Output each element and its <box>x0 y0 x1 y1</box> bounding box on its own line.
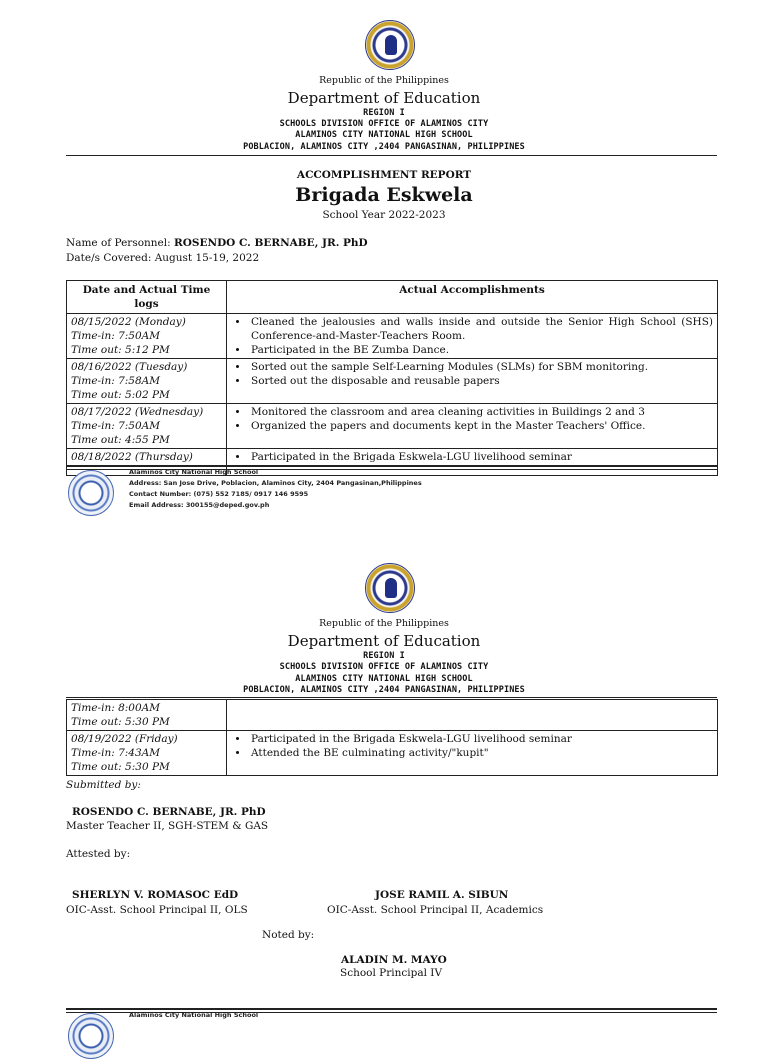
submitter-title: Master Teacher II, SGH-STEM & GAS <box>66 820 269 832</box>
table-row <box>67 404 718 449</box>
date-cell <box>67 314 227 359</box>
region-label: REGION I <box>363 651 405 661</box>
accomplishment-cell <box>227 314 718 359</box>
date-cell <box>67 404 227 449</box>
accomplishment-table-continued <box>66 699 718 776</box>
footer-address: Address: San Jose Drive, Poblacion, Alaminos City, 2404 Pangasinan,Philippines <box>129 479 422 487</box>
attester1-title: OIC-Asst. School Principal II, OLS <box>66 904 248 916</box>
time-in-text: Time-in: 7:50AM <box>71 420 160 432</box>
col-header-date: Date and Actual Time logs <box>67 281 227 314</box>
time-out-text: Time out: 5:02 PM <box>71 389 170 401</box>
date-text: 08/18/2022 (Thursday) <box>71 451 193 463</box>
table-row <box>67 731 718 776</box>
personnel-line <box>66 237 368 249</box>
header-divider <box>66 697 717 698</box>
list-item: • Sorted out the sample Self-Learning Modules (SLMs) for SBM monitoring. <box>249 360 713 374</box>
date-cell <box>67 731 227 776</box>
noter-name: ALADIN M. MAYO <box>341 954 447 966</box>
attested-label: Attested by: <box>66 848 131 860</box>
division-label: SCHOOLS DIVISION OFFICE OF ALAMINOS CITY <box>279 662 489 672</box>
list-item: • Participated in the Brigada Eskwela-LGU livelihood seminar <box>249 450 713 464</box>
report-title: ACCOMPLISHMENT REPORT <box>296 169 472 181</box>
list-item: • Participated in the BE Zumba Dance. <box>249 343 713 357</box>
time-in-text: Time-in: 7:58AM <box>71 375 160 387</box>
table-row <box>67 359 718 404</box>
personnel-name: ROSENDO C. BERNABE, JR. PhD <box>174 237 368 249</box>
submitted-label: Submitted by: <box>66 779 141 791</box>
noted-label: Noted by: <box>262 929 315 941</box>
accomplishment-table <box>66 280 718 476</box>
division-label: SCHOOLS DIVISION OFFICE OF ALAMINOS CITY <box>279 119 489 129</box>
program-title: Brigada Eskwela <box>295 184 473 206</box>
attester2-name: JOSE RAMIL A. SIBUN <box>375 889 509 901</box>
list-item: • Sorted out the disposable and reusable papers <box>249 374 713 388</box>
dates-covered: Date/s Covered: August 15-19, 2022 <box>66 252 260 264</box>
time-in-text: Time-in: 7:50AM <box>71 330 160 342</box>
table-header-row <box>67 281 718 314</box>
accomplishment-cell <box>227 700 718 731</box>
list-item: • Monitored the classroom and area cleaning activities in Buildings 2 and 3 <box>249 405 713 419</box>
date-text: 08/19/2022 (Friday) <box>71 733 178 745</box>
department-name: Department of Education <box>287 89 481 107</box>
date-cell <box>67 700 227 731</box>
col-header-accomplishments: Actual Accomplishments <box>227 281 718 314</box>
accomplishment-cell <box>227 731 718 776</box>
time-out-text: Time out: 4:55 PM <box>71 434 170 446</box>
accomplishment-cell <box>227 359 718 404</box>
footer-contact-block <box>129 1010 258 1021</box>
accomplishment-cell <box>227 404 718 449</box>
list-item: • Organized the papers and documents kept in the Master Teachers' Office. <box>249 419 713 433</box>
republic-label: Republic of the Philippines <box>319 75 449 86</box>
deped-seal-logo <box>365 563 415 613</box>
header-divider <box>66 155 717 156</box>
region-label: REGION I <box>363 108 405 118</box>
date-text: 08/16/2022 (Tuesday) <box>71 361 188 373</box>
list-item: • Attended the BE culminating activity/"kupit" <box>249 746 713 760</box>
date-cell <box>67 359 227 404</box>
address-label: POBLACION, ALAMINOS CITY ,2404 PANGASINAN, PHILIPPINES <box>243 142 525 152</box>
republic-label: Republic of the Philippines <box>319 618 449 629</box>
time-in-text: Time-in: 7:43AM <box>71 747 160 759</box>
attester2-title: OIC-Asst. School Principal II, Academics <box>327 904 544 916</box>
attester1-name: SHERLYN V. ROMASOC EdD <box>72 889 239 901</box>
date-text: 08/17/2022 (Wednesday) <box>71 406 204 418</box>
footer-email: Email Address: 300155@deped.gov.ph <box>129 501 270 509</box>
table-row <box>67 314 718 359</box>
school-label: ALAMINOS CITY NATIONAL HIGH SCHOOL <box>295 674 473 684</box>
time-out-text: Time out: 5:30 PM <box>71 716 170 728</box>
school-seal-logo <box>68 1013 114 1059</box>
list-item: • Participated in the Brigada Eskwela-LGU livelihood seminar <box>249 732 713 746</box>
school-seal-logo <box>68 470 114 516</box>
table-row <box>67 700 718 731</box>
list-item: • Cleaned the jealousies and walls inside and outside the Senior High School (SHS) Conference-and-Master-Teachers Room. <box>249 315 713 343</box>
footer-contact: Contact Number: (075) 552 7185/ 0917 146 9595 <box>129 490 309 498</box>
noter-title: School Principal IV <box>340 967 443 979</box>
school-label: ALAMINOS CITY NATIONAL HIGH SCHOOL <box>295 130 473 140</box>
time-out-text: Time out: 5:30 PM <box>71 761 170 773</box>
footer-school: Alaminos City National High School <box>129 1011 259 1019</box>
department-name: Department of Education <box>287 632 481 650</box>
time-in-text: Time-in: 8:00AM <box>71 702 160 714</box>
time-out-text: Time out: 5:12 PM <box>71 344 170 356</box>
deped-seal-logo <box>365 20 415 70</box>
footer-contact-block <box>129 467 422 511</box>
date-text: 08/15/2022 (Monday) <box>71 316 186 328</box>
submitter-name: ROSENDO C. BERNABE, JR. PhD <box>72 806 266 818</box>
personnel-label: Name of Personnel: <box>66 237 171 249</box>
school-year: School Year 2022-2023 <box>322 209 446 221</box>
address-label: POBLACION, ALAMINOS CITY ,2404 PANGASINAN, PHILIPPINES <box>243 685 525 695</box>
footer-school: Alaminos City National High School <box>129 468 259 476</box>
